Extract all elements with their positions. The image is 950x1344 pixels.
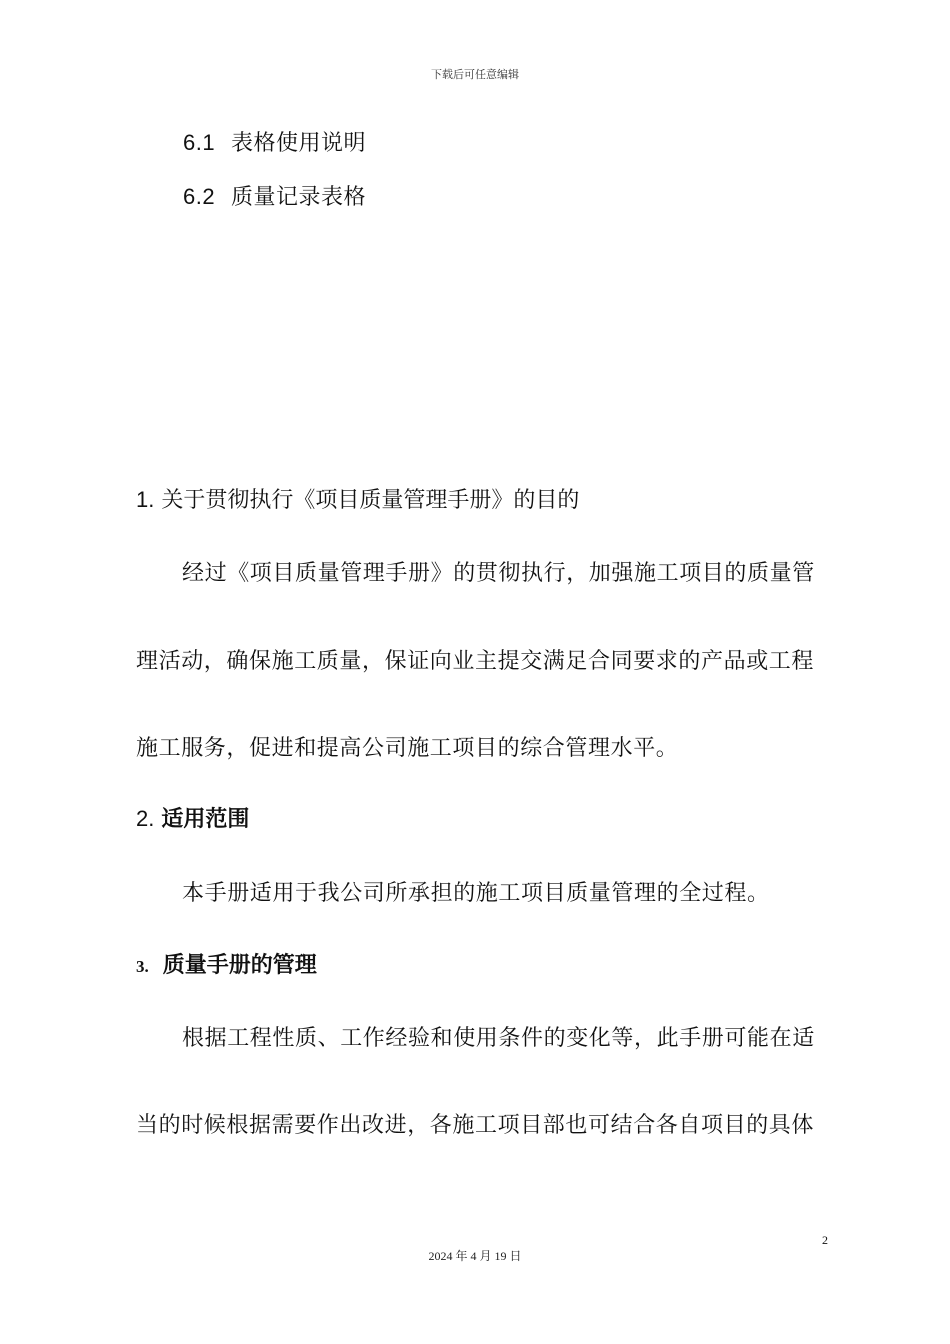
paragraph-line: 根据工程性质、工作经验和使用条件的变化等，此手册可能在适 bbox=[182, 1026, 815, 1051]
paragraph-line: 经过《项目质量管理手册》的贯彻执行，加强施工项目的质量管 bbox=[182, 561, 815, 586]
paragraph-line: 当的时候根据需要作出改进，各施工项目部也可结合各自项目的具体 bbox=[136, 1113, 815, 1138]
paragraph-line: 施工服务，促进和提高公司施工项目的综合管理水平。 bbox=[136, 736, 679, 761]
section-heading bbox=[136, 483, 579, 514]
paragraph-line: 理活动，确保施工质量，保证向业主提交满足合同要求的产品或工程 bbox=[136, 649, 815, 674]
section-heading bbox=[136, 948, 317, 979]
toc-item bbox=[183, 180, 366, 211]
toc-item bbox=[183, 126, 366, 157]
toc-number: 6.2 bbox=[183, 184, 216, 209]
page-number: 2 bbox=[822, 1233, 828, 1247]
section-number: 2. bbox=[136, 806, 155, 831]
section-number: 1. bbox=[136, 487, 155, 512]
section-number: 3. bbox=[136, 957, 149, 976]
toc-label: 表格使用说明 bbox=[231, 131, 367, 156]
paragraph-line: 本手册适用于我公司所承担的施工项目质量管理的全过程。 bbox=[182, 881, 770, 906]
footer-date: 2024 年 4 月 19 日 bbox=[428, 1249, 522, 1263]
section-title: 质量手册的管理 bbox=[162, 953, 317, 978]
section-title: 关于贯彻执行《项目质量管理手册》的目的 bbox=[161, 488, 580, 513]
section-title: 适用范围 bbox=[161, 807, 250, 832]
section-heading bbox=[136, 802, 249, 833]
toc-number: 6.1 bbox=[183, 130, 216, 155]
toc-label: 质量记录表格 bbox=[231, 185, 367, 210]
header-note: 下载后可任意编辑 bbox=[431, 68, 519, 81]
